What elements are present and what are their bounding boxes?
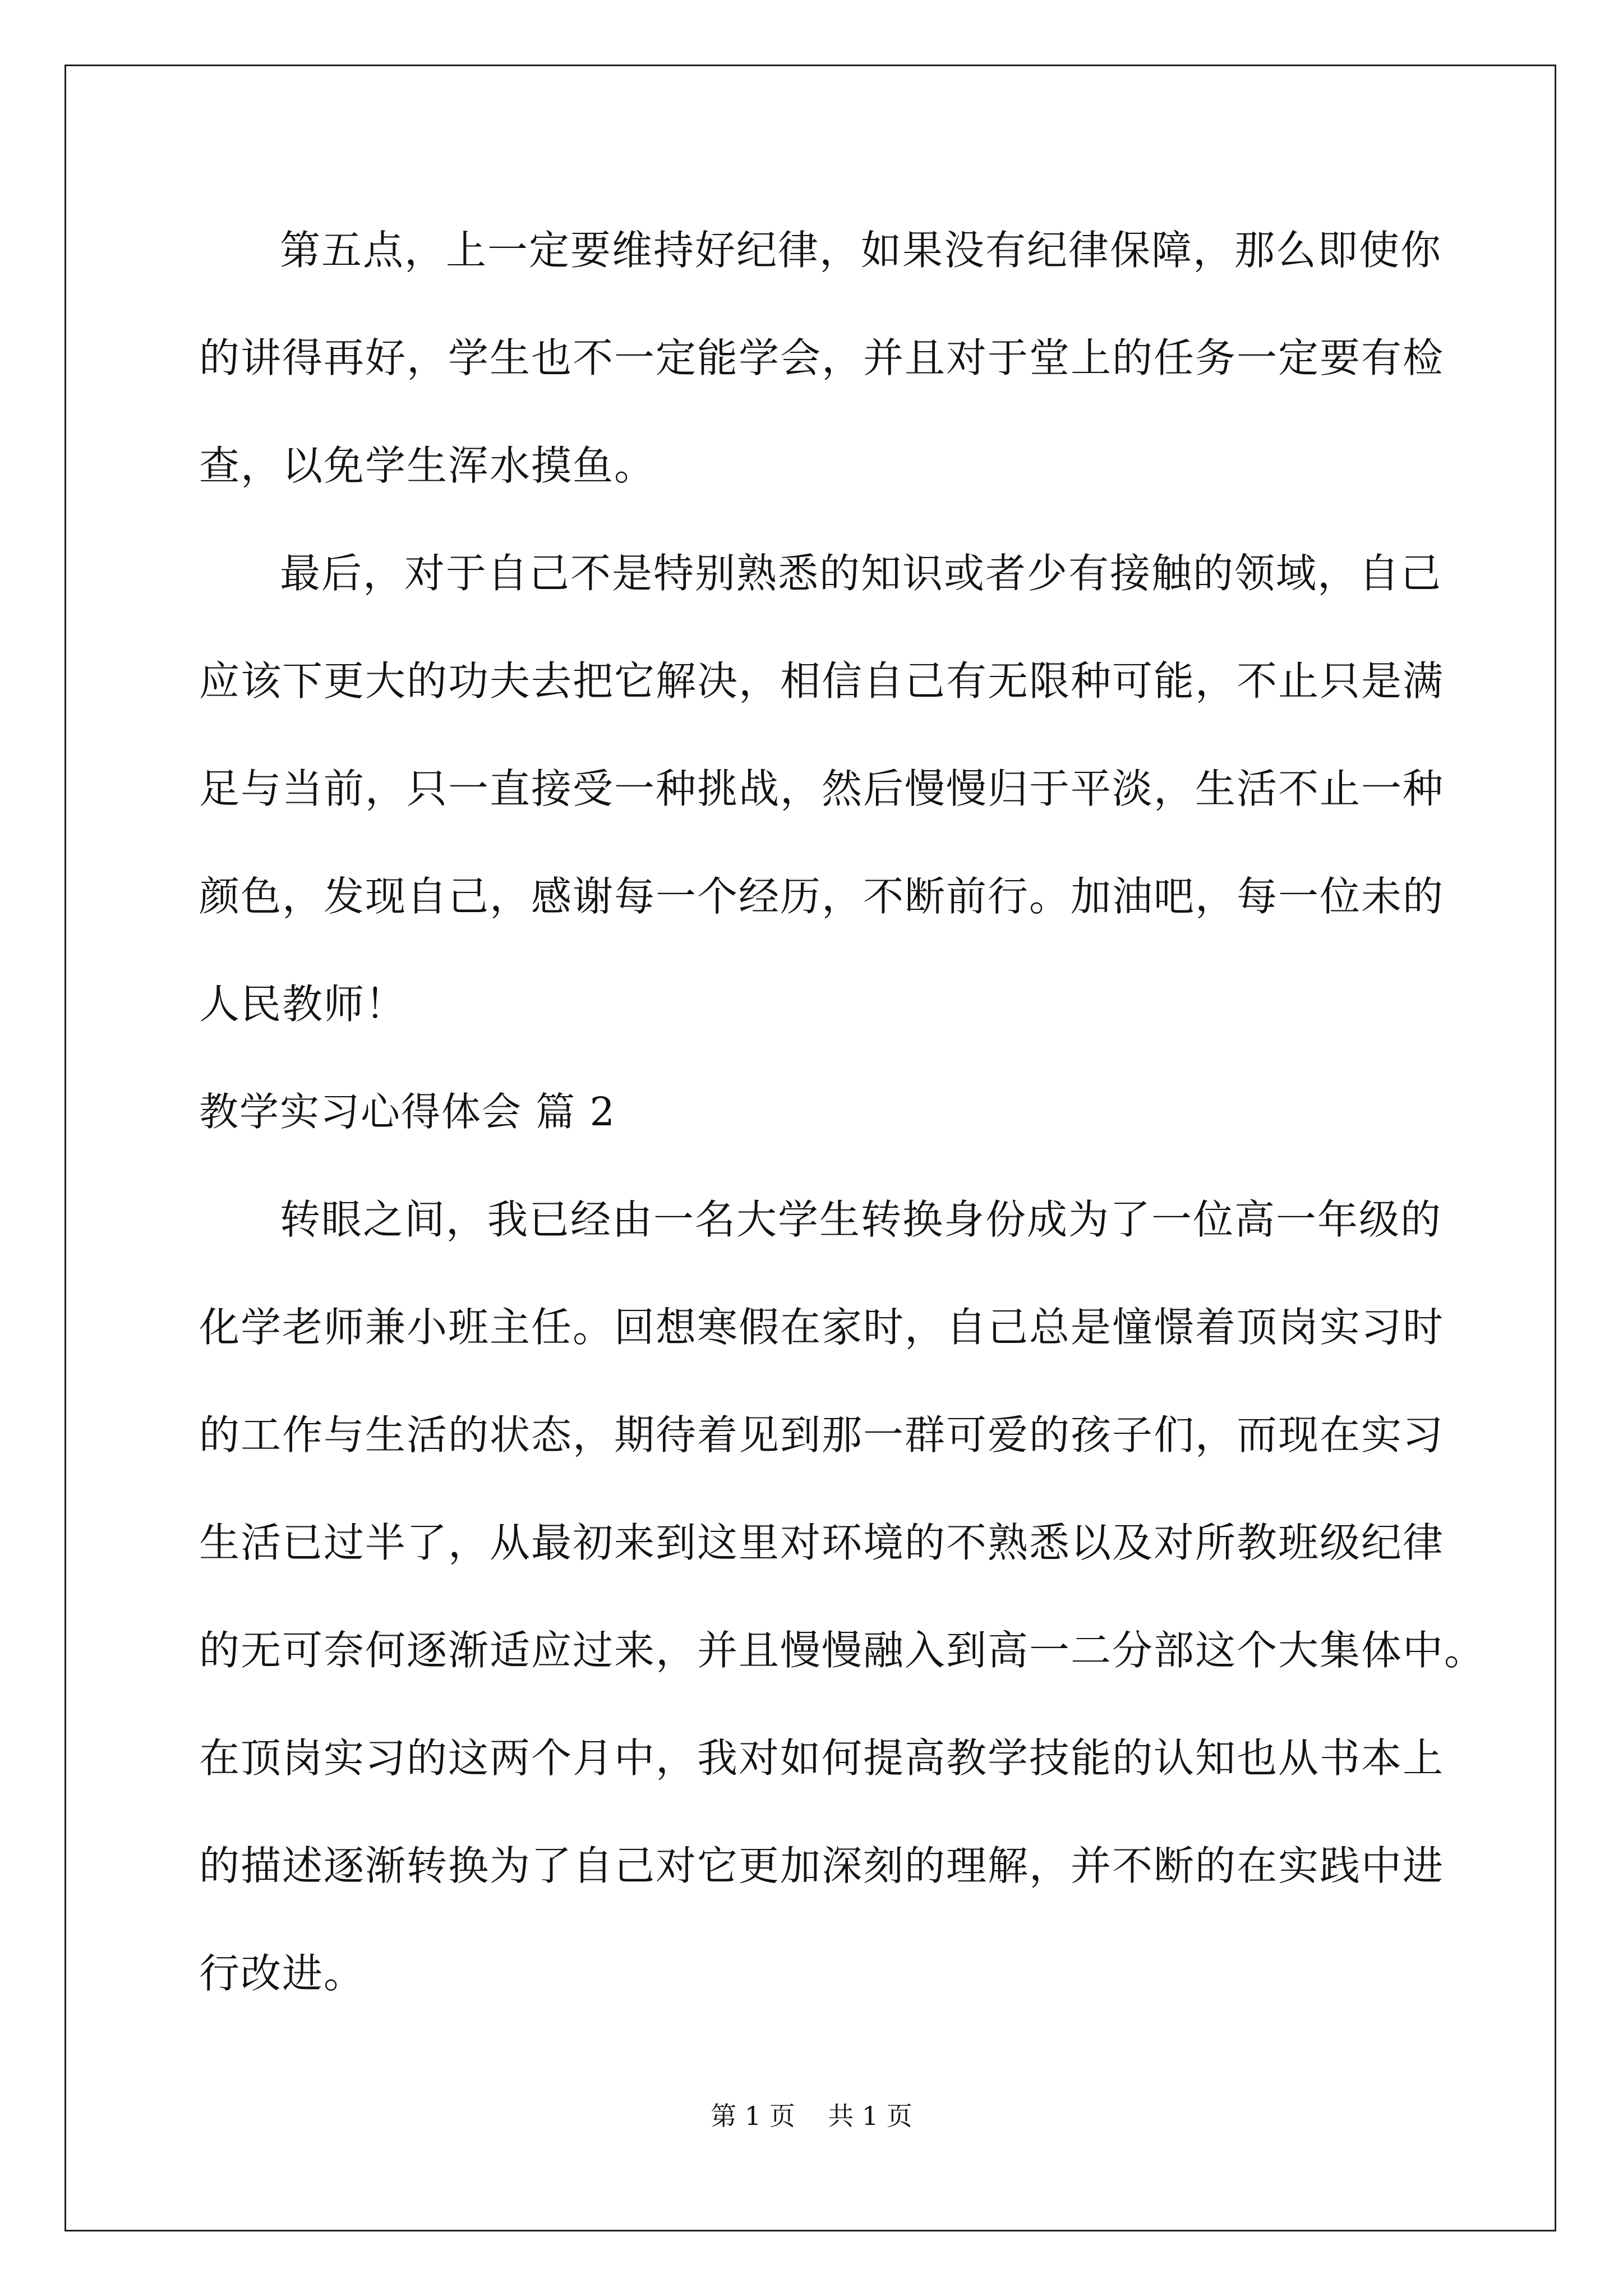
paragraph-1-line-2: 的讲得再好，学生也不一定能学会，并且对于堂上的任务一定要有检 [199,334,1445,381]
paragraph-3-line-4: 生活已过半了，从最初来到这里对环境的不熟悉以及对所教班级纪律 [199,1519,1445,1566]
paragraph-3-line-2: 化学老师兼小班主任。回想寒假在家时，自己总是憧憬着顶岗实习时 [199,1304,1445,1351]
paragraph-1-line-1: 第五点，上一定要维持好纪律，如果没有纪律保障，那么即使你 [280,227,1442,274]
document-body [199,196,1486,2027]
paragraph-3-line-7: 的描述逐渐转换为了自己对它更加深刻的理解，并不断的在实践中进 [199,1842,1445,1889]
paragraph-2-line-3: 足与当前，只一直接受一种挑战，然后慢慢归于平淡，生活不止一种 [199,765,1445,812]
paragraph-2-line-1: 最后，对于自己不是特别熟悉的知识或者少有接触的领域，自己 [280,550,1442,597]
paragraph-3-line-6: 在顶岗实习的这两个月中，我对如何提高教学技能的认知也从书本上 [199,1734,1445,1782]
page-number-footer: 第 1 页 共 1 页 [711,2101,912,2131]
paragraph-3-line-8: 行改进。 [199,1950,366,1997]
paragraph-2-line-2: 应该下更大的功夫去把它解决，相信自己有无限种可能，不止只是满 [199,657,1445,705]
paragraph-3-line-3: 的工作与生活的状态，期待着见到那一群可爱的孩子们，而现在实习 [199,1411,1445,1458]
section-heading: 教学实习心得体会 篇 2 [199,1089,616,1135]
paragraph-3-line-5: 的无可奈何逐渐适应过来，并且慢慢融入到高一二分部这个大集体中。 [199,1627,1486,1674]
paragraph-2-line-4: 颜色，发现自己，感谢每一个经历，不断前行。加油吧，每一位未的 [199,873,1445,920]
paragraph-1-line-3: 查，以免学生浑水摸鱼。 [199,442,656,489]
paragraph-2-line-5: 人民教师！ [199,981,407,1028]
paragraph-3-line-1: 转眼之间，我已经由一名大学生转换身份成为了一位高一年级的 [280,1196,1442,1243]
